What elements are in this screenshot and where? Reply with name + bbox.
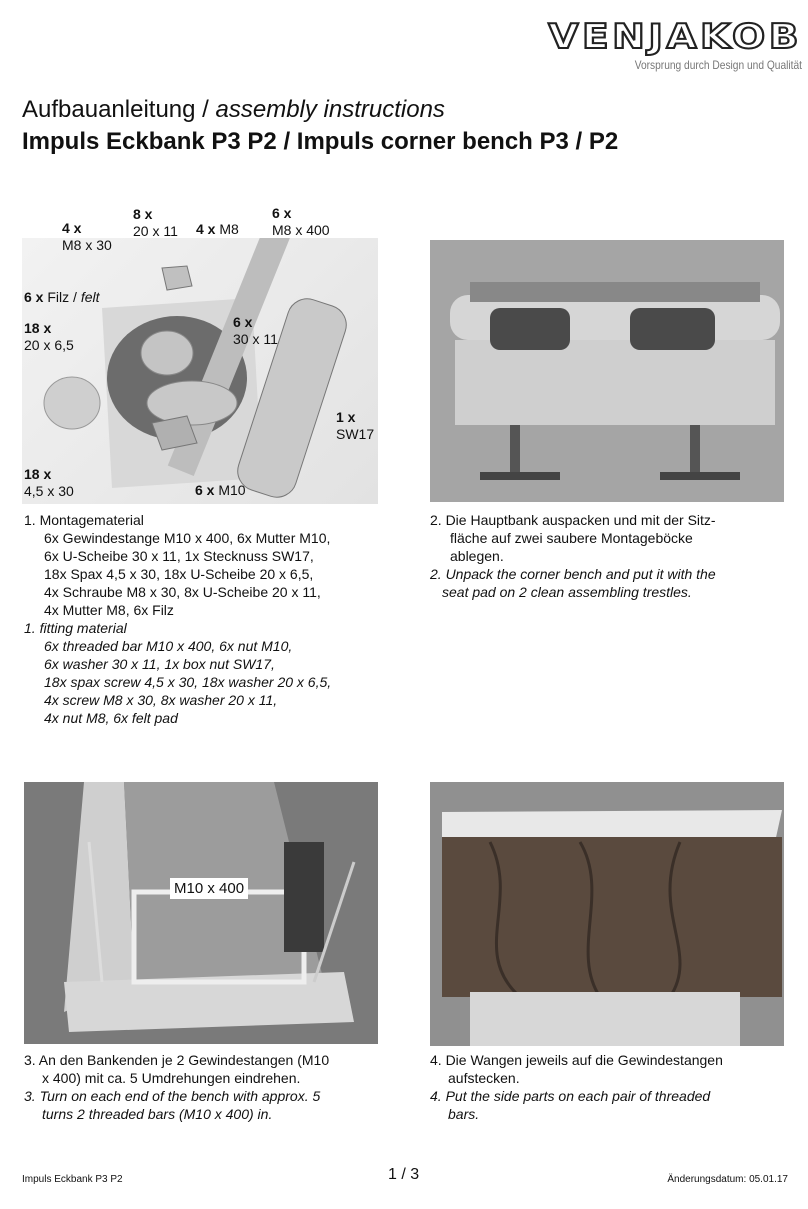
page-number: 1 / 3 (388, 1166, 420, 1183)
label-screw-m8x30: 4 x M8 x 30 (62, 220, 112, 253)
page-title-line2: Impuls Eckbank P3 P2 / Impuls corner bench P3 / P2 (22, 128, 619, 155)
photo-side-parts (430, 782, 784, 1046)
label-bar-m8x400: 6 x M8 x 400 (272, 205, 330, 238)
step-4-text: 4. Die Wangen jeweils auf die Gewindestangen aufstecken. 4. Put the side parts on each pair of threaded bars. (430, 1052, 723, 1122)
step-2-text: 2. Die Hauptbank auspacken und mit der Sitz- fläche auf zwei saubere Montageböcke ablegen. 2. Unpack the corner bench and put it with the seat pad on 2 clean assembling trestles. (430, 512, 716, 600)
title-english: assembly instructions (215, 96, 445, 123)
label-nut-m8: 4 x M8 (196, 221, 239, 237)
title-german: Aufbauanleitung / (22, 96, 209, 123)
logo-wordmark: VENJAKOB (548, 17, 802, 57)
venjakob-logo (536, 17, 802, 72)
logo-tagline: Vorsprung durch Design und Qualität (634, 58, 802, 72)
step-3-text: 3. An den Bankenden je 2 Gewindestangen (M10 x 400) mit ca. 5 Umdrehungen eindrehen. 3. Turn on each end of the bench with approx. 5 turns 2 threaded bars (M10 x 400) in. (24, 1052, 330, 1122)
parts-illustration (22, 238, 378, 504)
label-spax-screw: 18 x 4,5 x 30 (24, 466, 74, 499)
bench-end-illustration (24, 782, 378, 1044)
photo-threaded-bars (24, 782, 378, 1044)
label-m10x400: M10 x 400 (170, 878, 248, 899)
footer-revision-date: Änderungsdatum: 05.01.17 (667, 1174, 788, 1185)
label-nut-m10: 6 x M10 (195, 482, 246, 498)
label-washer-20x11: 8 x 20 x 11 (133, 206, 178, 239)
bench-illustration (430, 240, 784, 502)
page-title-line1 (22, 96, 445, 124)
label-washer-20x6-5: 18 x 20 x 6,5 (24, 320, 74, 353)
label-felt: 6 x Filz / felt (24, 289, 100, 305)
label-washer-30x11: 6 x 30 x 11 (233, 314, 278, 347)
side-panel-illustration (430, 782, 784, 1046)
footer-product: Impuls Eckbank P3 P2 (22, 1174, 123, 1185)
photo-bench-on-trestles (430, 240, 784, 502)
label-box-nut-sw17: 1 x SW17 (336, 409, 375, 442)
photo-fitting-material (22, 238, 378, 504)
step-1-text: 1. Montagematerial 6x Gewindestange M10 x 400, 6x Mutter M10, 6x U-Scheibe 30 x 11, 1x Stecknuss SW17, 18x Spax 4,5 x 30, 18x U-Scheibe 20 x 6,5, 4x Schraube M8 x 30, 8x U-Scheibe 20 x 11, 4x Mutter M8, 6x Filz 1. fitting material 6x threaded bar M10 x 400, 6x nut M10, 6x washer 30 x 11, 1x box nut SW17, 18x spax screw 4,5 x 30, 18x washer 20 x 6,5, 4x screw M8 x 30, 8x washer 20 x 11, 4x nut M8, 6x felt pad (24, 512, 332, 726)
